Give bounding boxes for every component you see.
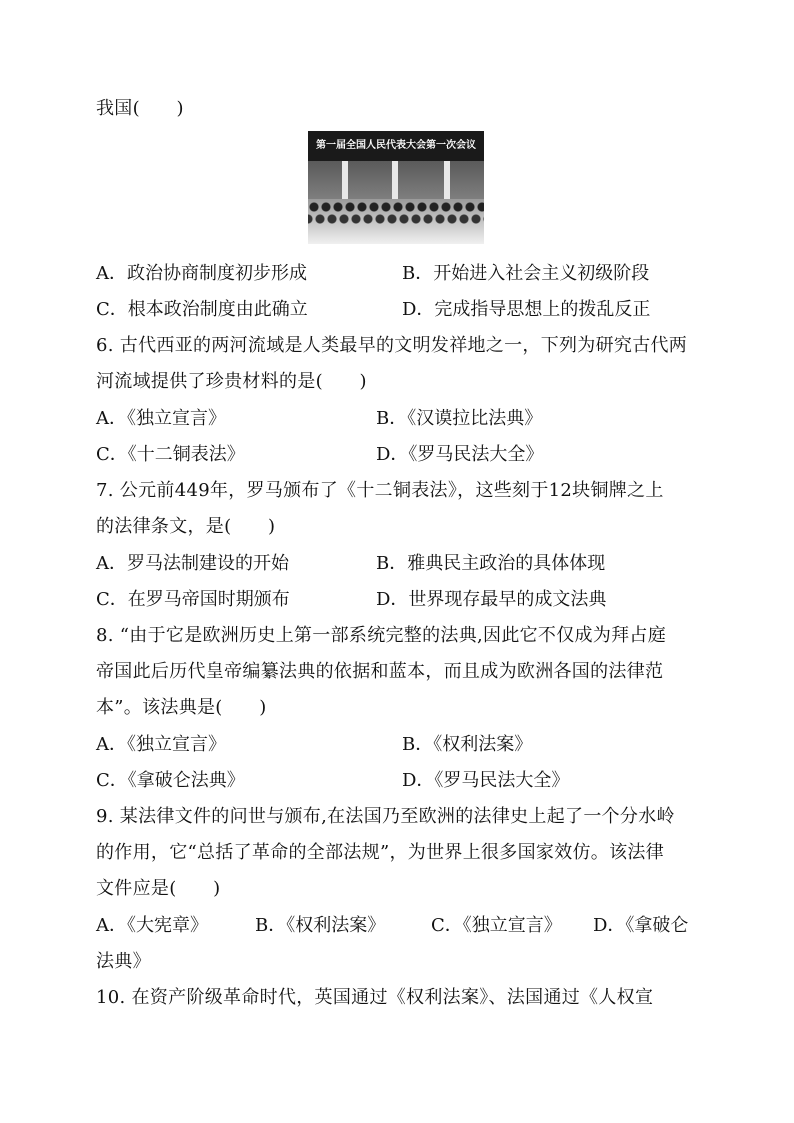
question-5-stem-end: 我国( ) [96,98,184,119]
q8-stem-line-1: 8. “由于它是欧洲历史上第一部系统完整的法典,因此它不仅成为拜占庭 [96,625,667,646]
q9-option-c: C．《独立宣言》 [431,915,562,936]
npc-congress-photo [308,131,484,244]
q5-option-b: B．开始进入社会主义初级阶段 [402,263,650,284]
q6-option-d: D．《罗马民法大全》 [376,444,544,465]
q6-option-b: B．《汉谟拉比法典》 [376,408,543,429]
q8-option-b: B．《权利法案》 [402,734,533,755]
q9-option-b: B．《权利法案》 [255,915,386,936]
q7-option-c: C．在罗马帝国时期颁布 [96,589,290,610]
q9-option-d: D．《拿破仑 [593,915,689,936]
q10-stem-line-1: 10. 在资产阶级革命时代，英国通过《权利法案》、法国通过《人权宣 [96,987,654,1008]
q6-stem-line-2: 河流域提供了珍贵材料的是( ) [96,371,367,392]
q6-option-a: A．《独立宣言》 [96,408,226,429]
photo-crowd [308,199,484,244]
q6-option-c: C．《十二铜表法》 [96,444,245,465]
q7-stem-line-2: 的法律条文，是( ) [96,516,276,537]
q7-option-a: A．罗马法制建设的开始 [96,553,289,574]
photo-banner: 第一届全国人民代表大会第一次会议 [308,131,484,161]
q8-option-a: A．《独立宣言》 [96,734,226,755]
q7-option-b: B．雅典民主政治的具体体现 [376,553,606,574]
q9-stem-line-2: 的作用，它“总括了革命的全部法规”，为世界上很多国家效仿。该法律 [96,842,665,863]
q9-stem-line-1: 9. 某法律文件的问世与颁布,在法国乃至欧洲的法律史上起了一个分水岭 [96,806,675,827]
q9-option-d-continued: 法典》 [96,951,151,972]
q8-stem-line-3: 本”。该法典是( ) [96,697,267,718]
q5-option-a: A．政治协商制度初步形成 [96,263,307,284]
q9-option-a: A．《大宪章》 [96,915,208,936]
q5-option-c: C．根本政治制度由此确立 [96,299,308,320]
q8-stem-line-2: 帝国此后历代皇帝编纂法典的依据和蓝本，而且成为欧洲各国的法律范 [96,661,664,682]
q8-option-d: D．《罗马民法大全》 [402,770,570,791]
q8-option-c: C．《拿破仑法典》 [96,770,245,791]
q7-stem-line-1: 7. 公元前449年，罗马颁布了《十二铜表法》，这些刻于12块铜牌之上 [96,480,664,501]
q9-stem-line-3: 文件应是( ) [96,878,221,899]
q6-stem-line-1: 6. 古代西亚的两河流域是人类最早的文明发祥地之一，下列为研究古代两 [96,335,688,356]
q7-option-d: D．世界现存最早的成文法典 [376,589,607,610]
q5-option-d: D．完成指导思想上的拨乱反正 [402,299,651,320]
